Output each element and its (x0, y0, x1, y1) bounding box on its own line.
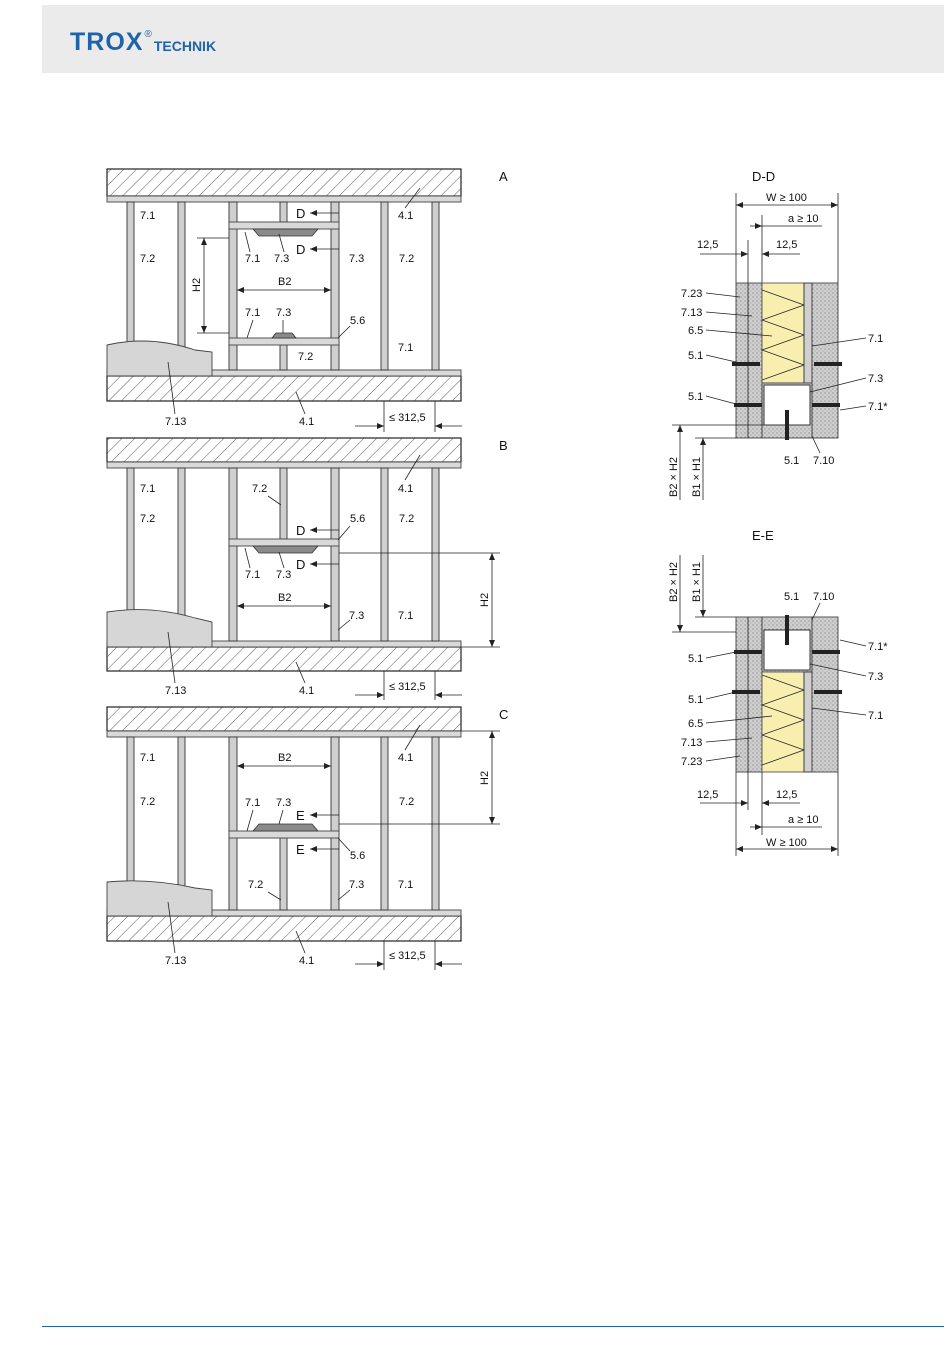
label: 7.3 (349, 879, 365, 891)
dim-h2: H2 (479, 770, 491, 785)
screw-51 (734, 650, 762, 654)
label: 7.1 (140, 752, 156, 764)
label: 7.1 (140, 483, 156, 495)
stud-71 (804, 283, 812, 383)
label: 7.13 (165, 685, 187, 697)
fire-damper-top (253, 229, 318, 236)
label: 7.1 (245, 797, 261, 809)
dim-gap: a ≥ 10 (788, 814, 819, 826)
stud (432, 737, 439, 910)
short-stud (280, 202, 287, 222)
dim-left: 12,5 (697, 789, 719, 801)
label: 5.1 (688, 694, 704, 706)
stud (381, 468, 388, 641)
dim-inner-size: B1 × H1 (691, 561, 703, 602)
section-marker-d: D (296, 242, 306, 257)
label: 7.2 (140, 796, 156, 808)
label: 7.3 (868, 373, 884, 385)
label: 7.2 (399, 513, 415, 525)
gypsum-board-left (736, 617, 762, 772)
section-e-e (668, 528, 888, 856)
view-letter-a: A (499, 169, 508, 184)
dim-max-spacing: ≤ 312,5 (389, 681, 426, 693)
fire-damper (253, 546, 318, 553)
stud (178, 202, 185, 370)
label: 5.1 (688, 350, 704, 362)
label: 7.1 (398, 342, 414, 354)
label: 5.1 (784, 591, 800, 603)
top-track (107, 731, 461, 737)
dim-gap: a ≥ 10 (788, 213, 819, 225)
gypsum-board-left (736, 283, 762, 438)
label: 4.1 (398, 752, 414, 764)
screw-51 (732, 362, 760, 366)
fire-damper (253, 824, 318, 831)
label: 7.13 (165, 416, 187, 428)
dim-b2: B2 (278, 752, 292, 764)
label: 7.3 (276, 797, 292, 809)
label: 7.13 (165, 955, 187, 967)
label: 7.3 (349, 610, 365, 622)
dim-left: 12,5 (697, 239, 719, 251)
label: 7.3 (274, 253, 290, 265)
dim-right: 12,5 (776, 789, 798, 801)
floor-hatch (107, 916, 461, 941)
footer-rule (42, 1326, 944, 1327)
ceiling-hatch (107, 707, 461, 731)
section-marker-d: D (296, 557, 306, 572)
dim-b2: B2 (278, 276, 292, 288)
section-title: E-E (752, 528, 774, 543)
short-stud (280, 345, 287, 370)
screw-51 (814, 362, 842, 366)
stud (432, 202, 439, 370)
dim-h2: H2 (191, 277, 203, 292)
opening-stud-right (331, 737, 339, 910)
screw-51 (812, 403, 840, 407)
dim-outer-size: B2 × H2 (668, 561, 680, 602)
label: 7.1 (245, 569, 261, 581)
label: 7.13 (681, 307, 703, 319)
trimmer (229, 539, 339, 546)
short-stud (280, 468, 287, 539)
dim-right: 12,5 (776, 239, 798, 251)
stud (381, 202, 388, 370)
label: 7.10 (813, 455, 835, 467)
label: 7.1 (398, 610, 414, 622)
dim-max-spacing: ≤ 312,5 (389, 950, 426, 962)
label: 7.3 (276, 307, 292, 319)
label: 4.1 (299, 416, 315, 428)
label: 4.1 (398, 483, 414, 495)
floor-hatch (107, 376, 461, 401)
stud (381, 737, 388, 910)
label: 7.23 (681, 288, 703, 300)
label: 7.1 (140, 210, 156, 222)
screw-51 (814, 690, 842, 694)
ceiling-hatch (107, 169, 461, 196)
stud-71 (804, 672, 812, 772)
dim-h2: H2 (479, 592, 491, 607)
floor-hatch (107, 647, 461, 671)
upper-trimmer (229, 222, 339, 229)
wall-board-713 (107, 610, 212, 647)
dim-width: W ≥ 100 (766, 192, 807, 204)
label: 5.1 (688, 653, 704, 665)
top-track (107, 462, 461, 468)
dim-outer-size: B2 × H2 (668, 456, 680, 497)
label: 7.1 (245, 307, 261, 319)
logo-brand: TROX (70, 28, 144, 56)
label: 7.2 (298, 351, 314, 363)
label: 7.2 (399, 796, 415, 808)
label: 5.6 (350, 850, 366, 862)
top-track (107, 196, 461, 202)
label: 7.2 (140, 513, 156, 525)
label: 4.1 (398, 210, 414, 222)
fire-damper-bottom (272, 333, 296, 338)
wall-board-713 (107, 341, 212, 376)
elevation-view-c (107, 707, 508, 970)
stud (178, 737, 185, 910)
section-marker-d: D (296, 523, 306, 538)
label: 7.3 (276, 569, 292, 581)
label: 6.5 (688, 718, 704, 730)
screw-51 (785, 615, 789, 645)
dim-width: W ≥ 100 (766, 837, 807, 849)
section-marker-e: E (296, 808, 305, 823)
dim-inner-size: B1 × H1 (691, 456, 703, 497)
label: 7.1* (868, 401, 888, 413)
section-d-d (668, 169, 888, 500)
label: 7.2 (252, 483, 268, 495)
opening-stud-left (229, 468, 237, 641)
label: 7.1 (868, 333, 884, 345)
gypsum-board-right (812, 283, 838, 438)
section-title: D-D (752, 169, 776, 184)
label: 5.1 (688, 391, 704, 403)
screw-51 (732, 690, 760, 694)
label: 5.6 (350, 315, 366, 327)
view-letter-b: B (499, 438, 508, 453)
trimmer (229, 831, 339, 838)
elevation-view-b (107, 438, 508, 700)
section-marker-d: D (296, 206, 306, 221)
label: 7.23 (681, 756, 703, 768)
label: 7.2 (248, 879, 264, 891)
label: 7.3 (868, 671, 884, 683)
label: 5.1 (784, 455, 800, 467)
short-stud (280, 838, 287, 910)
label: 7.1 (868, 710, 884, 722)
opening-stud-right (331, 468, 339, 641)
logo-registered-mark: ® (144, 29, 152, 40)
label: 7.1* (868, 641, 888, 653)
dim-max-spacing: ≤ 312,5 (389, 412, 426, 424)
logo-subtitle: TECHNIK (153, 38, 217, 54)
dim-b2: B2 (278, 592, 292, 604)
label: 7.2 (399, 253, 415, 265)
opening-stud-left (229, 737, 237, 910)
stud (432, 468, 439, 641)
screw-51 (785, 410, 789, 440)
label: 7.1 (245, 253, 261, 265)
elevation-view-a (107, 169, 508, 432)
label: 7.1 (398, 879, 414, 891)
label: 6.5 (688, 325, 704, 337)
screw-51 (812, 650, 840, 654)
label: 7.10 (813, 591, 835, 603)
label: 7.2 (140, 253, 156, 265)
ceiling-hatch (107, 438, 461, 462)
label: 4.1 (299, 685, 315, 697)
gypsum-board-right (812, 617, 838, 772)
wall-board-713 (107, 881, 212, 916)
view-letter-c: C (499, 707, 509, 722)
label: 4.1 (299, 955, 315, 967)
label: 5.6 (350, 513, 366, 525)
lower-trimmer (229, 338, 339, 345)
label: 7.3 (349, 253, 365, 265)
label: 7.13 (681, 737, 703, 749)
section-marker-e: E (296, 842, 305, 857)
screw-51 (734, 403, 762, 407)
